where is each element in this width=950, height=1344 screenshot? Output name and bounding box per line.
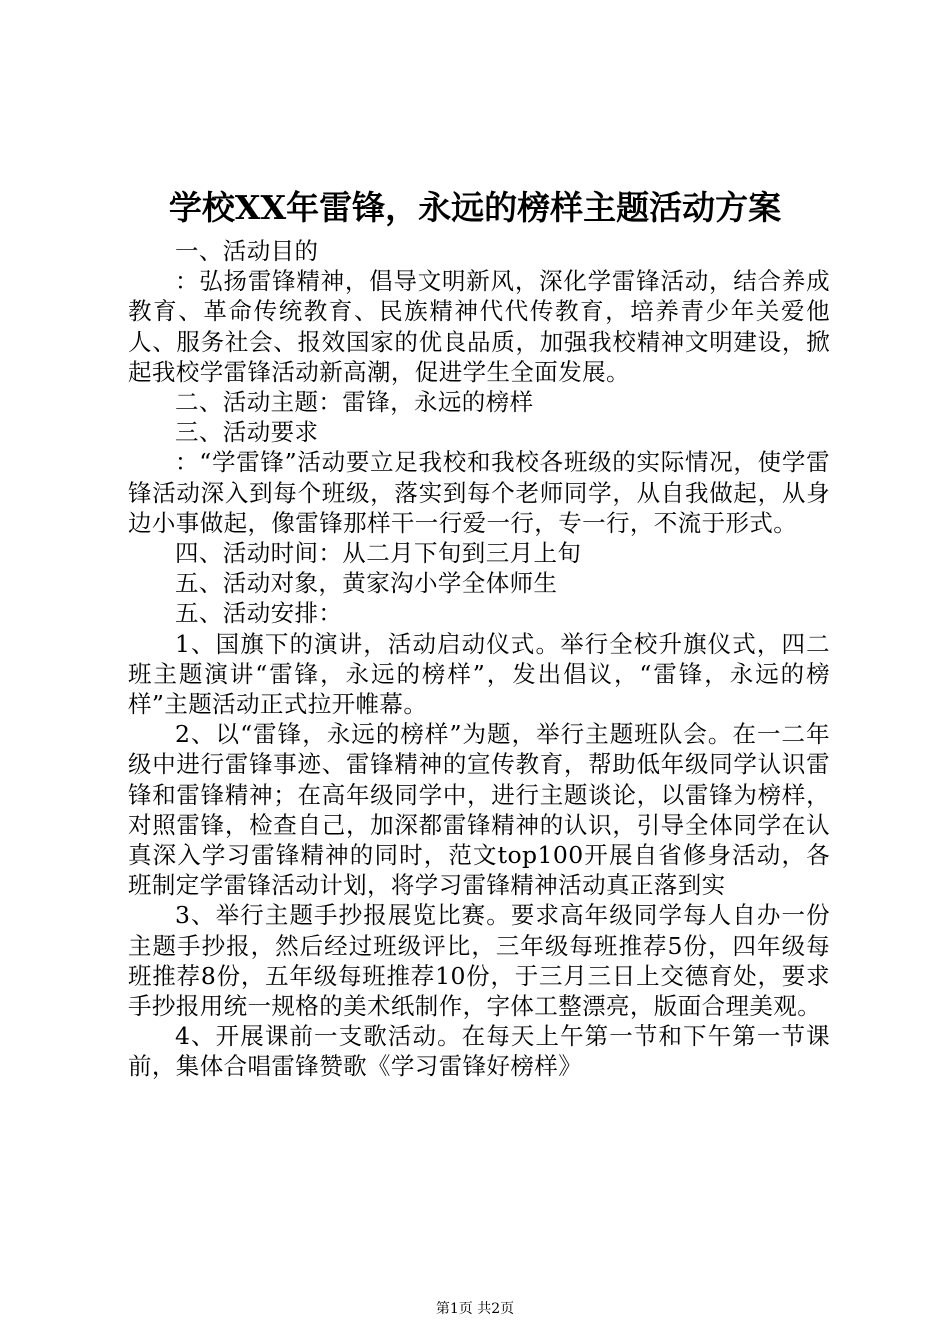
section-heading-time: 四、活动时间：从二月下旬到三月上旬 — [175, 539, 582, 568]
arrangement-item-3: 3、举行主题手抄报展览比赛。要求高年级同学每人自办一份主题手抄报，然后经过班级评比，三年级每班推荐5份，四年级每班推荐8份，五年级每班推荐10份，于三月三日上交德育处，要求手抄报用统一规格的美术纸制作，字体工整漂亮，版面合理美观。 — [128, 901, 830, 1021]
section-heading-participants: 五、活动对象，黄家沟小学全体师生 — [175, 569, 558, 598]
section-heading-theme: 二、活动主题：雷锋，永远的榜样 — [175, 388, 534, 417]
paragraph-purpose: ：弘扬雷锋精神，倡导文明新风，深化学雷锋活动，结合养成教育、革命传统教育、民族精神代代传教育，培养青少年关爱他人、服务社会、报效国家的优良品质，加强我校精神文明建设，掀起我校学雷锋活动新高潮，促进学生全面发展。 — [128, 267, 830, 386]
document-body — [128, 236, 830, 1082]
arrangement-item-4: 4、开展课前一支歌活动。在每天上午第一节和下午第一节课前，集体合唱雷锋赞歌《学习雷锋好榜样》 — [128, 1022, 830, 1081]
paragraph-requirements: ：“学雷锋”活动要立足我校和我校各班级的实际情况，使学雷锋活动深入到每个班级，落实到每个老师同学，从自我做起，从身边小事做起，像雷锋那样干一行爱一行，专一行，不流于形式。 — [128, 448, 830, 537]
section-heading-requirements: 三、活动要求 — [175, 418, 319, 447]
arrangement-item-1: 1、国旗下的演讲，活动启动仪式。举行全校升旗仪式，四二班主题演讲“雷锋，永远的榜样”，发出倡议，“雷锋，永远的榜样”主题活动正式拉开帷幕。 — [128, 629, 830, 719]
arrangement-item-2: 2、以“雷锋，永远的榜样”为题，举行主题班队会。在一二年级中进行雷锋事迹、雷锋精神的宣传教育，帮助低年级同学认识雷锋和雷锋精神；在高年级同学中，进行主题谈论，以雷锋为榜样，对照雷锋，检查自己，加深都雷锋精神的认识，引导全体同学在认真深入学习雷锋精神的同时，范文top100开展自省修身活动，各班制定学雷锋活动计划，将学习雷锋精神活动真正落到实 — [128, 720, 830, 900]
page-number: 第1页 共2页 — [435, 1301, 515, 1317]
section-heading-purpose: 一、活动目的 — [175, 237, 319, 265]
document-title: 学校XX年雷锋，永远的榜样主题活动方案 — [168, 188, 782, 227]
section-heading-arrangement: 五、活动安排： — [175, 599, 343, 628]
